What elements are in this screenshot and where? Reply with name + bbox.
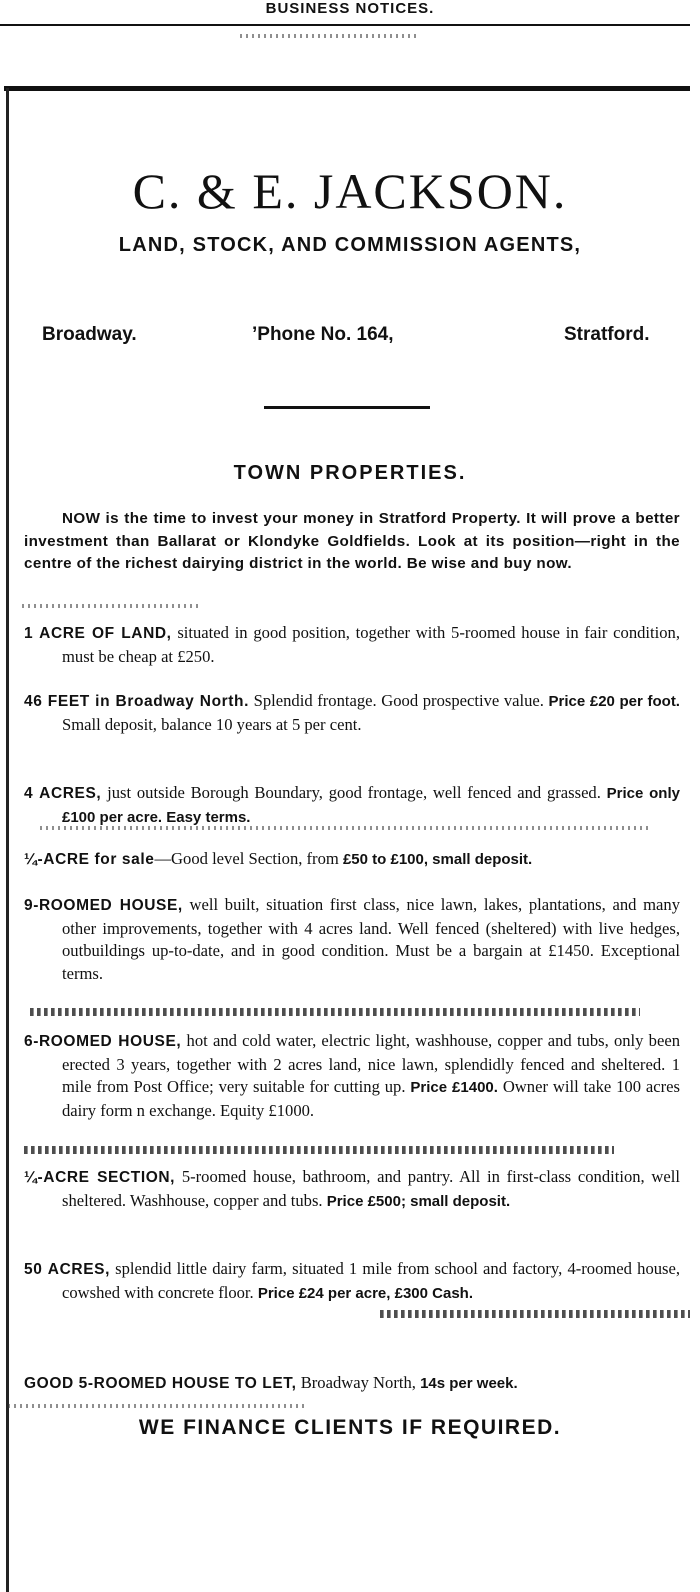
ad-border-left bbox=[6, 88, 9, 1592]
listing: 6-ROOMED HOUSE, hot and cold water, electric light, washhouse, copper and tubs, only been erected 3 years, together with 2 acres land, nice lawn, splendidly fenced and sheltered. 1 mile from Post Office; very suitable for cutting up. Price £1400. Owner will take 100 acres dairy form n exchange. Equity £1000. bbox=[24, 1031, 681, 1120]
finance-notice: WE FINANCE CLIENTS IF REQUIRED. bbox=[138, 1416, 562, 1439]
address-left: Broadway. bbox=[42, 324, 137, 345]
print-speckle bbox=[380, 1310, 690, 1318]
firm-name: C. & E. JACKSON. bbox=[132, 163, 568, 219]
phone-number: ’Phone No. 164, bbox=[252, 324, 394, 345]
ad-border-top bbox=[4, 86, 690, 91]
print-speckle bbox=[30, 1008, 640, 1016]
address-right: Stratford. bbox=[564, 324, 650, 345]
listing: 46 FEET in Broadway North. Splendid frontage. Good prospective value. Price £20 per foot. Small deposit, balance 10 years at 5 per cent. bbox=[24, 691, 680, 734]
intro-paragraph: NOW is the time to invest your money in Stratford Property. It will prove a better investment than Ballarat or Klondyke Goldfields. Look at its position—right in the centre of the richest dairying district in the world. Be wise and buy now. bbox=[24, 510, 680, 572]
print-speckle bbox=[24, 1146, 614, 1154]
print-speckle bbox=[22, 604, 202, 608]
town-properties-title: TOWN PROPERTIES. bbox=[233, 462, 467, 484]
divider bbox=[264, 406, 430, 409]
listing: 4 ACRES, just outside Borough Boundary, good frontage, well fenced and grassed. Price only £100 per acre. Easy terms. bbox=[24, 783, 680, 826]
print-speckle bbox=[8, 1404, 308, 1408]
top-rule bbox=[0, 24, 690, 26]
listing: 50 ACRES, splendid little dairy farm, situated 1 mile from school and factory, 4-roomed house, cowshed with concrete floor. Price £24 per acre, £300 Cash. bbox=[24, 1259, 681, 1302]
listing: ¼-ACRE for sale—Good level Section, from £50 to £100, small deposit. bbox=[24, 849, 533, 868]
print-speckle bbox=[40, 826, 650, 830]
listing: 9-ROOMED HOUSE, well built, situation first class, nice lawn, lakes, plantations, and many other improvements, together with 4 acres land. Well fenced (sheltered) with live hedges, outbuildings up-to-date, and in good condition. Must be a bargain at £1450. Exceptional terms. bbox=[24, 895, 681, 983]
section-heading: BUSINESS NOTICES. bbox=[265, 0, 435, 17]
listing: ¼-ACRE SECTION, 5-roomed house, bathroom, and pantry. All in first-class condition, well sheltered. Washhouse, copper and tubs. Price £500; small deposit. bbox=[24, 1167, 680, 1210]
listing: GOOD 5-ROOMED HOUSE TO LET, Broadway North, 14s per week. bbox=[24, 1373, 518, 1392]
print-speckle bbox=[240, 34, 420, 38]
firm-trade: LAND, STOCK, AND COMMISSION AGENTS, bbox=[118, 234, 582, 256]
listing: 1 ACRE OF LAND, situated in good position, together with 5-roomed house in fair condition, must be cheap at £250. bbox=[24, 623, 681, 666]
